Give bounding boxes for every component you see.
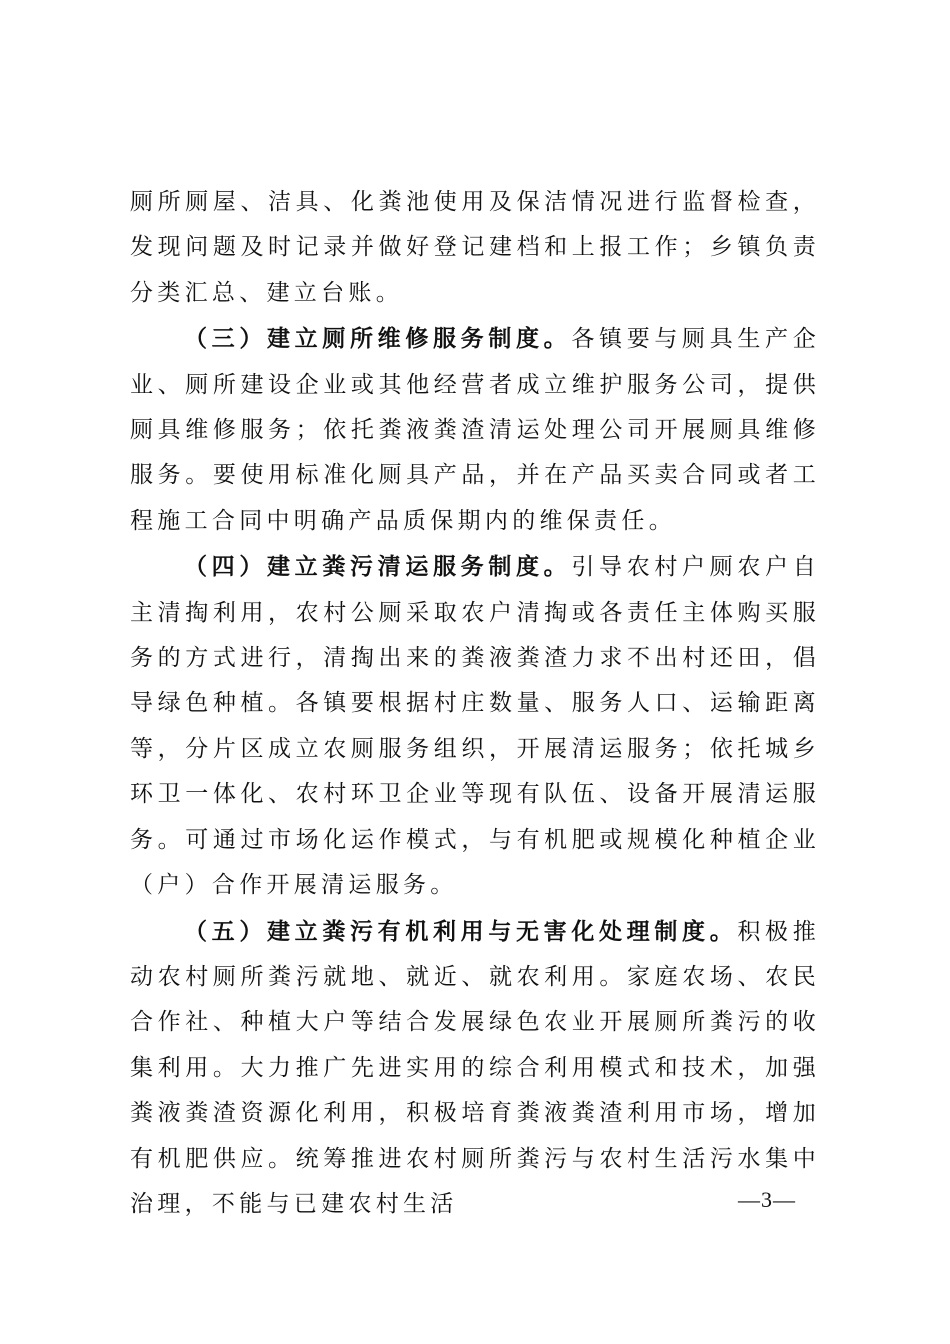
section-heading-3: （三）建立厕所维修服务制度。 [184,325,572,353]
section-heading-5: （五）建立粪污有机利用与无害化处理制度。 [184,917,738,945]
paragraph-text: 积极推动农村厕所粪污就地、就近、就农利用。家庭农场、农民合作社、种植大户等结合发展绿色农业开展厕所粪污的收集利用。大力推广先进实用的综合利用模式和技术，加强粪液粪渣资源化利用，积极培育粪液粪渣利用市场，增加有机肥供应。统筹推进农村厕所粪污与农村生活污水集中治理，不能与已建农村生活 [130,918,820,1217]
paragraph-section-3 [130,316,820,544]
page-number: —3— [738,1187,796,1212]
paragraph-continuation [130,180,820,316]
paragraph-section-5 [130,909,820,1228]
paragraph-section-4 [130,544,820,908]
paragraph-text: 引导农村户厕农户自主清掏利用，农村公厕采取农户清掏或各责任主体购买服务的方式进行，清掏出来的粪液粪渣力求不出村还田，倡导绿色种植。各镇要根据村庄数量、服务人口、运输距离等，分片区成立农厕服务组织，开展清运服务；依托城乡环卫一体化、农村环卫企业等现有队伍、设备开展清运服务。可通过市场化运作模式，与有机肥或规模化种植企业（户）合作开展清运服务。 [130,554,821,899]
section-heading-4: （四）建立粪污清运服务制度。 [184,553,572,581]
paragraph-text: 厕所厕屋、洁具、化粪池使用及保洁情况进行监督检查，发现问题及时记录并做好登记建档和上报工作；乡镇负责分类汇总、建立台账。 [130,189,820,306]
paragraph-text: 各镇要与厕具生产企业、厕所建设企业或其他经营者成立维护服务公司，提供厕具维修服务；依托粪液粪渣清运处理公司开展厕具维修服务。要使用标准化厕具产品，并在产品买卖合同或者工程施工合同中明确产品质保期内的维保责任。 [130,326,821,534]
document-body [130,180,820,1227]
